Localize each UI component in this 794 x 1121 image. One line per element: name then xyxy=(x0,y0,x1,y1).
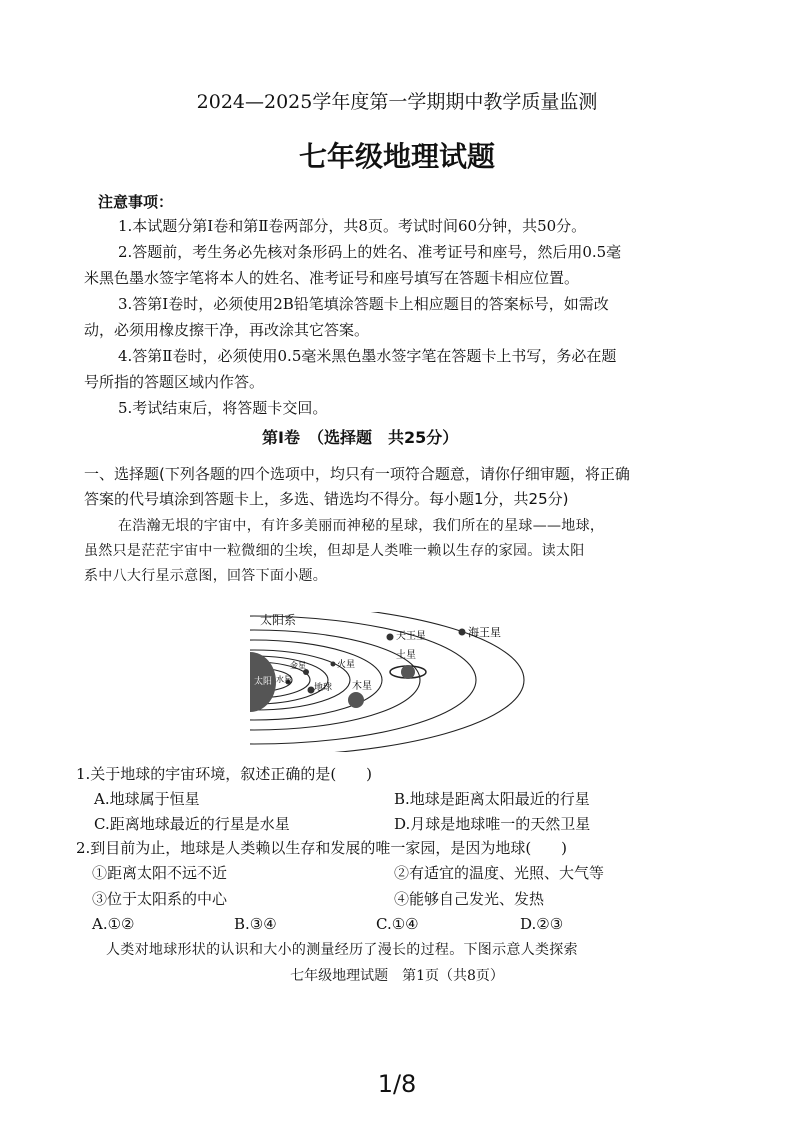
notice-line-6: 4.答第Ⅱ卷时，必须使用0.5毫米黑色墨水签字笔在答题卡上书写，务必在题 xyxy=(118,347,617,365)
diagram-title: 太阳系 xyxy=(260,613,297,627)
planet-jupiter xyxy=(348,692,364,708)
planet-label-earth: 地球 xyxy=(314,683,333,693)
page-indicator: 1/8 xyxy=(377,1070,417,1098)
planet-mars xyxy=(331,662,336,667)
planet-saturn xyxy=(401,665,415,679)
notice-line-7: 号所指的答题区域内作答。 xyxy=(84,373,265,391)
question-2-option-d[interactable]: D.②③ xyxy=(520,915,564,933)
exam-supertitle: 2024—2025学年度第一学期期中教学质量监测 xyxy=(196,91,598,113)
planet-label-mars: 火星 xyxy=(337,660,356,670)
planet-label-jupiter: 木星 xyxy=(352,681,372,692)
question-1-option-d[interactable]: D.月球是地球唯一的天然卫星 xyxy=(394,815,591,833)
notice-line-4: 3.答第Ⅰ卷时，必须使用2B铅笔填涂答题卡上相应题目的答案标号，如需改 xyxy=(118,295,609,313)
page-footer: 七年级地理试题 第1页（共8页） xyxy=(290,968,504,984)
notice-line-8: 5.考试结束后，将答题卡交回。 xyxy=(118,399,328,417)
question-2-option-c[interactable]: C.①④ xyxy=(376,915,419,933)
question-2-option-b[interactable]: B.③④ xyxy=(234,915,277,933)
planet-label-mercury: 水星 xyxy=(276,675,292,684)
passage1-line-3: 系中八大行星示意图，回答下面小题。 xyxy=(84,568,328,584)
section-heading: 第Ⅰ卷 （选择题 共25分） xyxy=(262,428,459,447)
sun-label: 太阳 xyxy=(254,677,273,687)
planet-label-uranus: 天王星 xyxy=(396,631,426,642)
question-2-statement-4: ④能够自己发光、发热 xyxy=(394,890,545,908)
question-2-option-a[interactable]: A.①② xyxy=(92,915,135,933)
question-1-option-b[interactable]: B.地球是距离太阳最近的行星 xyxy=(394,790,590,808)
planet-label-venus: 金星 xyxy=(290,661,306,670)
question-1-option-c[interactable]: C.距离地球最近的行星是水星 xyxy=(94,815,290,833)
question-2-statement-3: ③位于太阳系的中心 xyxy=(92,890,228,908)
solar-system-diagram xyxy=(248,612,528,752)
exam-title: 七年级地理试题 xyxy=(298,140,495,173)
planet-label-saturn: 土星 xyxy=(396,650,416,661)
notice-line-2: 2.答题前，考生务必先核对条形码上的姓名、准考证号和座号，然后用0.5毫 xyxy=(118,243,622,261)
planet-neptune xyxy=(459,629,466,636)
section-instruction-line-1: 一、选择题(下列各题的四个选项中，均只有一项符合题意，请你仔细审题，将正确 xyxy=(84,465,630,483)
planet-uranus xyxy=(387,634,394,641)
passage2-line-1: 人类对地球形状的认识和大小的测量经历了漫长的过程。下图示意人类探索 xyxy=(106,942,578,958)
notice-line-5: 动，必须用橡皮擦干净，再改涂其它答案。 xyxy=(84,321,370,339)
passage1-line-1: 在浩瀚无垠的宇宙中，有许多美丽而神秘的星球，我们所在的星球——地球， xyxy=(118,518,605,534)
question-1-stem: 1.关于地球的宇宙环境，叙述正确的是( ) xyxy=(76,765,373,783)
question-2-statement-1: ①距离太阳不远不近 xyxy=(92,864,228,882)
section-instruction-line-2: 答案的代号填涂到答题卡上，多选、错选均不得分。每小题1分，共25分) xyxy=(84,490,569,508)
notice-line-1: 1.本试题分第Ⅰ卷和第Ⅱ卷两部分，共8页。考试时间60分钟，共50分。 xyxy=(118,217,587,235)
question-2-statement-2: ②有适宜的温度、光照、大气等 xyxy=(394,864,605,882)
question-2-stem: 2.到目前为止，地球是人类赖以生存和发展的唯一家园，是因为地球( ) xyxy=(76,839,568,857)
question-1-option-a[interactable]: A.地球属于恒星 xyxy=(94,790,200,808)
passage1-line-2: 虽然只是茫茫宇宙中一粒微细的尘埃，但却是人类唯一赖以生存的家园。读太阳 xyxy=(84,543,585,559)
notice-line-3: 米黑色墨水签字笔将本人的姓名、准考证号和座号填写在答题卡相应位置。 xyxy=(84,269,580,287)
notice-heading: 注意事项： xyxy=(98,193,174,211)
planet-label-neptune: 海王星 xyxy=(468,626,501,639)
